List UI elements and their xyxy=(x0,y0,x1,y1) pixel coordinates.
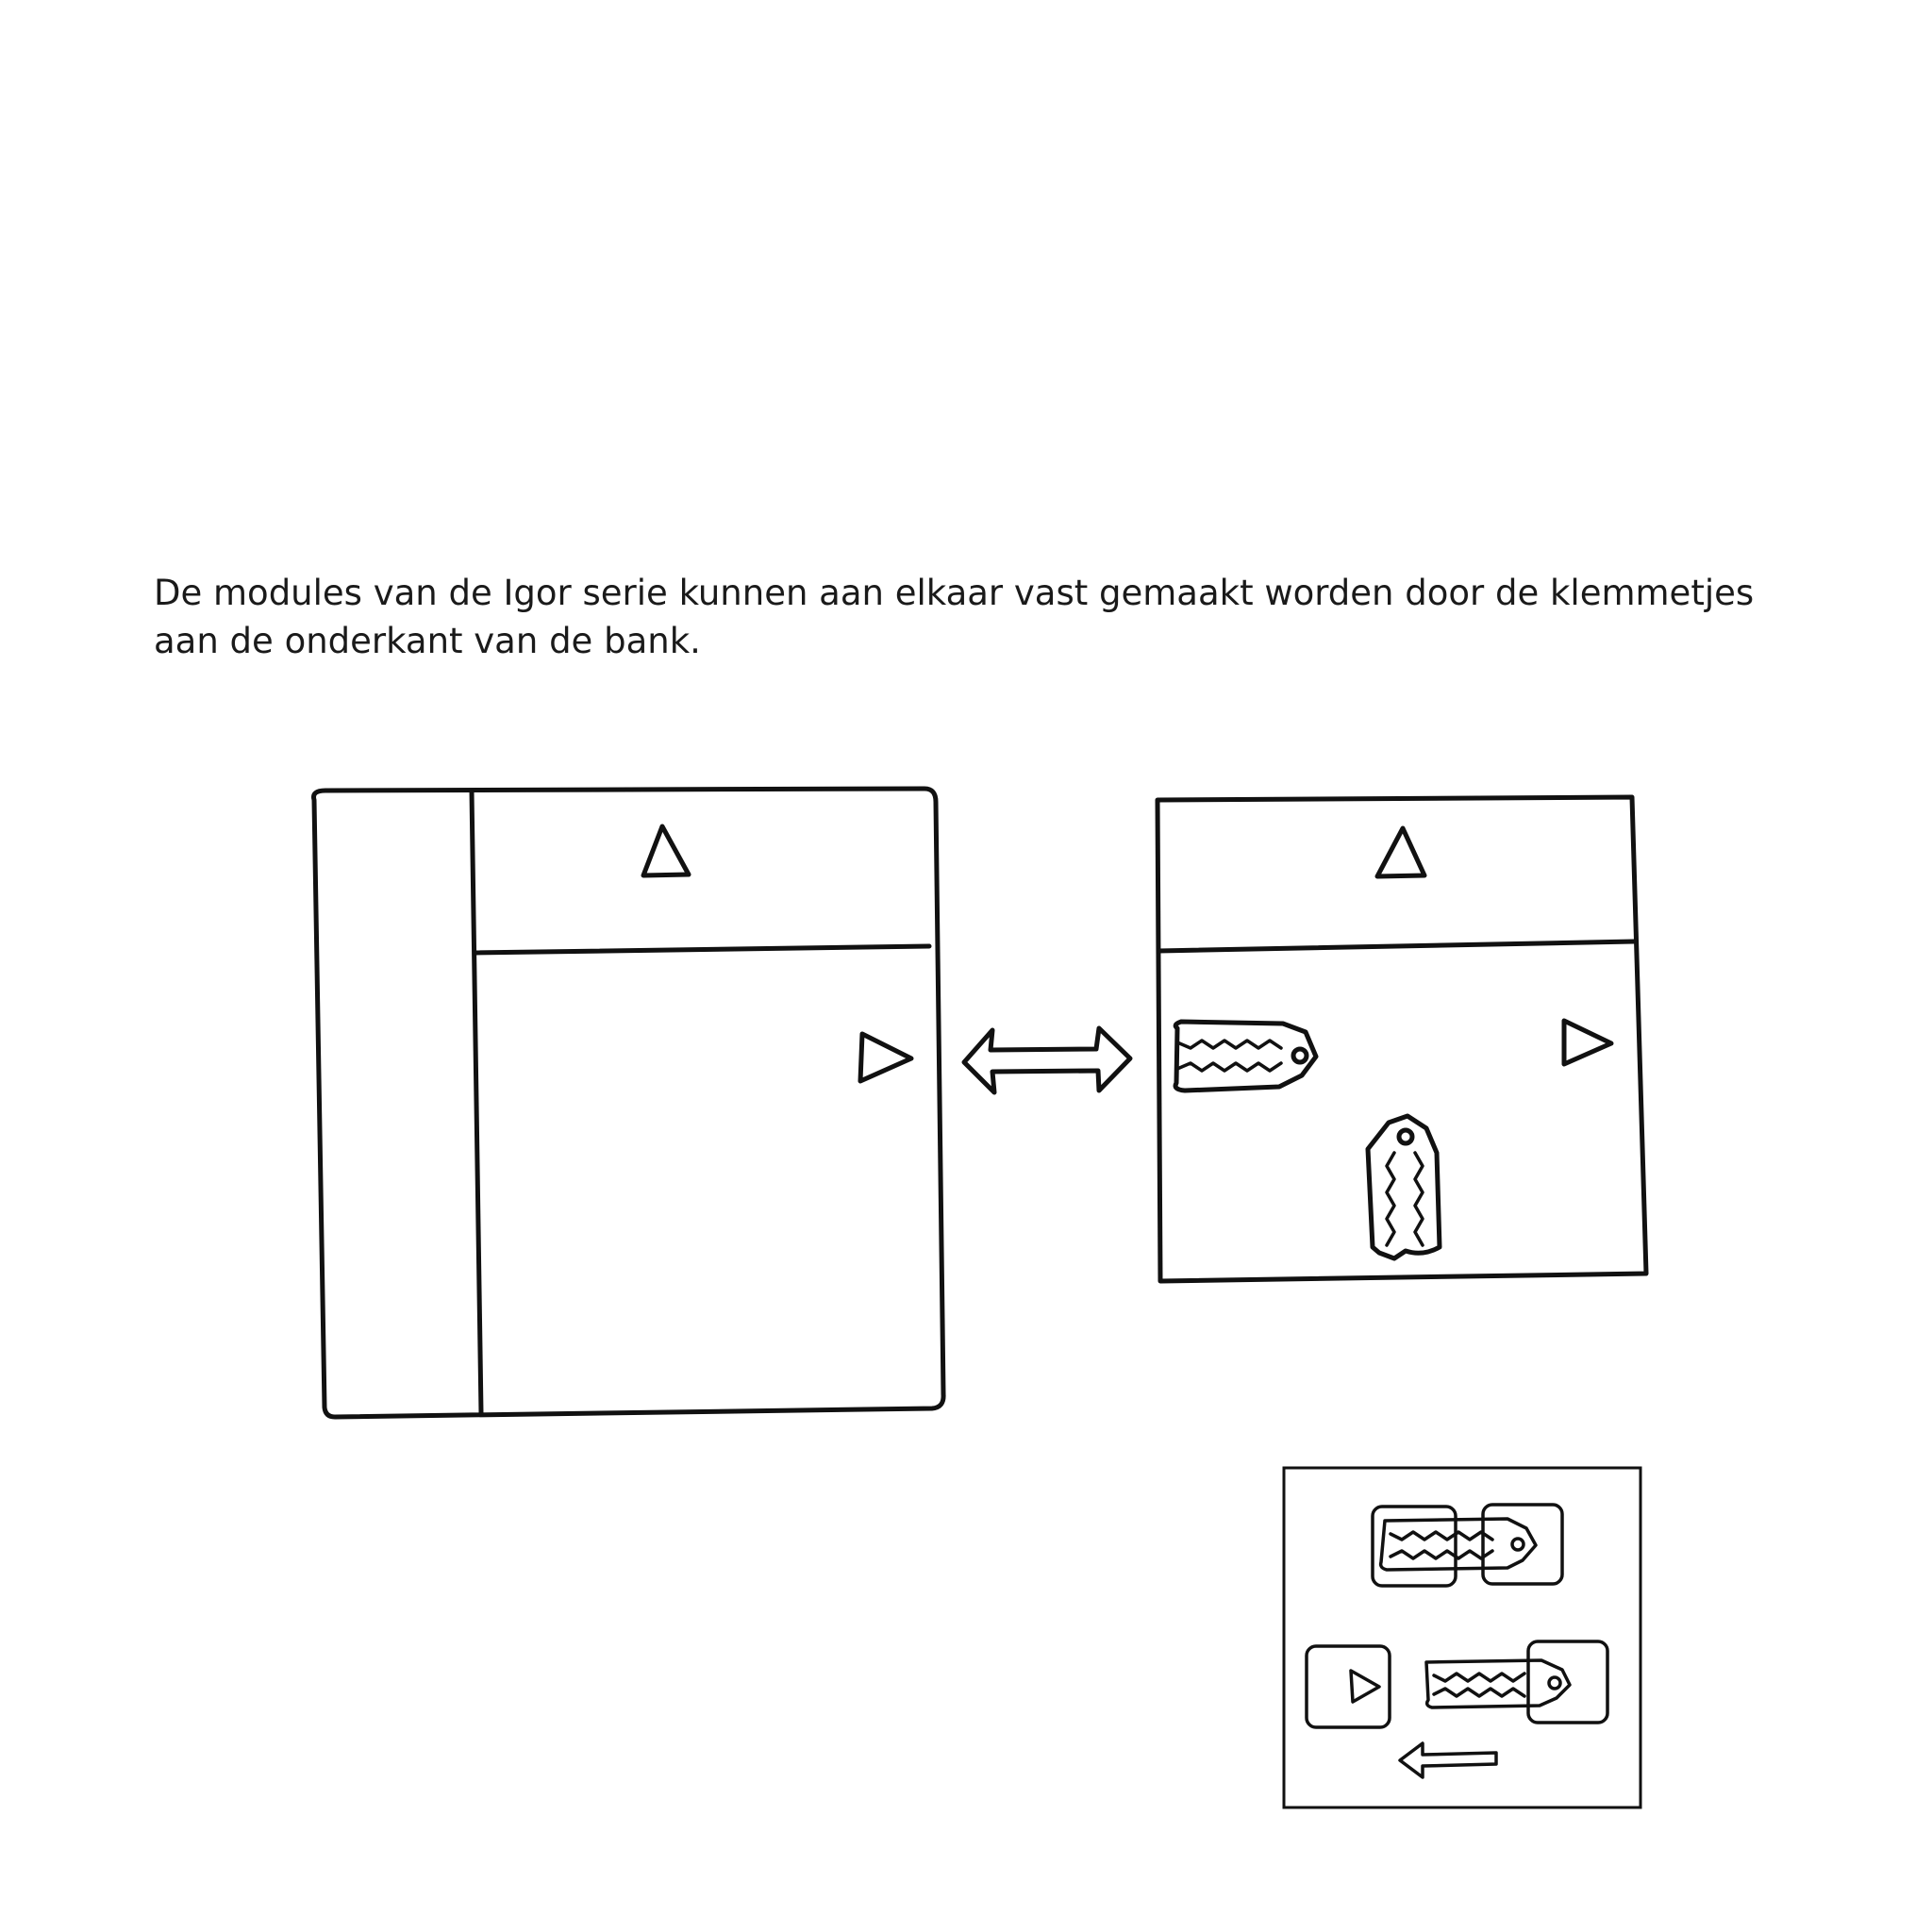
left-module-seat-divider xyxy=(475,946,929,953)
left-module-side-triangle xyxy=(860,1034,911,1081)
instruction-text: De modules van de Igor serie kunnen aan elkaar vast gemaakt worden door de klemmetjes aan de onderkant van de bank. xyxy=(154,573,1755,661)
joined-modules-detail xyxy=(1373,1505,1562,1586)
separate-modules-detail xyxy=(1307,1641,1607,1777)
right-module-back-triangle xyxy=(1377,828,1424,876)
left-module xyxy=(314,789,944,1417)
left-module-back-triangle xyxy=(643,826,689,875)
left-arrow-icon xyxy=(1400,1743,1496,1777)
right-module xyxy=(1158,797,1646,1281)
right-module-seat-divider xyxy=(1158,941,1634,951)
right-module-side-triangle xyxy=(1564,1021,1611,1064)
clip-detail-inset xyxy=(1284,1468,1641,1807)
clip-connector-icon xyxy=(1175,1022,1316,1091)
double-headed-arrow-icon xyxy=(964,1028,1130,1092)
left-module-backrest-divider xyxy=(472,791,481,1413)
clip-connector-icon xyxy=(1368,1116,1440,1258)
